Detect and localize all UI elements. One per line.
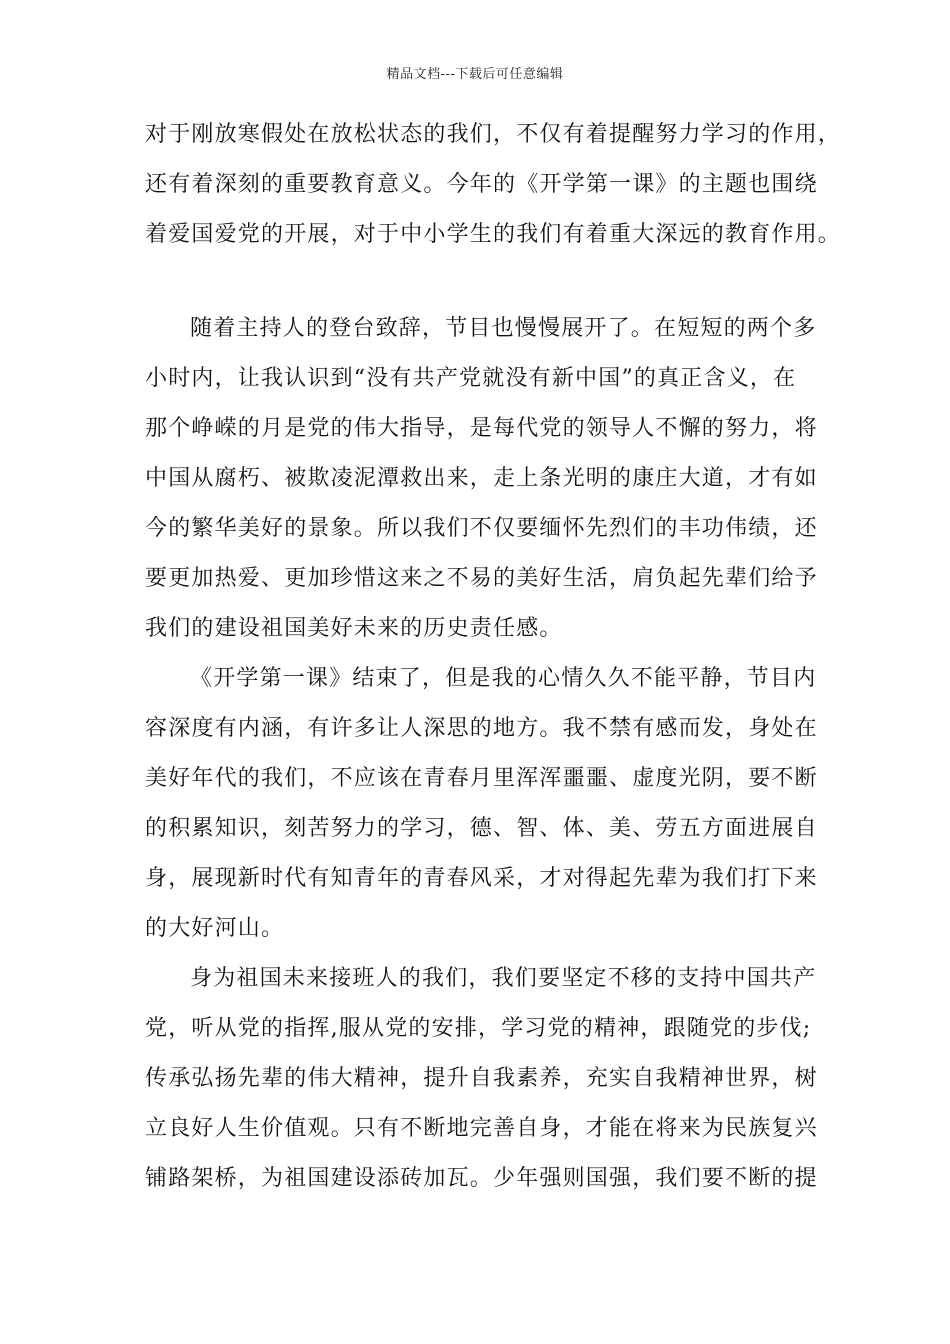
text-line: 今的繁华美好的景象。所以我们不仅要缅怀先烈们的丰功伟绩，还: [145, 516, 818, 541]
document-body: [145, 110, 842, 1204]
paragraph-1: [145, 110, 842, 260]
text-line: 《开学第一课》结束了，但是我的心情久久不能平静，节目内: [190, 666, 817, 691]
paragraph-gap: [145, 260, 825, 304]
page-header: 精品文档---下载后可任意编辑: [386, 67, 564, 82]
paragraph-4: [145, 954, 825, 1204]
text-line: 中国从腐朽、被欺凌泥潭救出来，走上条光明的康庄大道，才有如: [145, 466, 818, 491]
text-line: 对于刚放寒假处在放松状态的我们，不仅有着提醒努力学习的作用，: [145, 122, 842, 147]
text-line: 我们的建设祖国美好未来的历史责任感。: [145, 616, 563, 641]
text-line: 容深度有内涵，有许多让人深思的地方。我不禁有感而发，身处在: [145, 716, 818, 741]
text-line: 要更加热爱、更加珍惜这来之不易的美好生活，肩负起先辈们给予: [145, 566, 818, 591]
text-line: 传承弘扬先辈的伟大精神，提升自我素养，充实自我精神世界，树: [145, 1066, 818, 1091]
text-line: 身为祖国未来接班人的我们，我们要坚定不移的支持中国共产: [190, 966, 817, 991]
paragraph-3: [145, 654, 825, 954]
text-line: 党，听从党的指挥,服从党的安排，学习党的精神，跟随党的步伐;: [145, 1016, 812, 1041]
text-line: 的积累知识，刻苦努力的学习，德、智、体、美、劳五方面进展自: [145, 816, 818, 841]
paragraph-2: [145, 304, 825, 654]
text-line: 立良好人生价值观。只有不断地完善自身，才能在将来为民族复兴: [145, 1116, 818, 1141]
text-line: 小时内，让我认识到“没有共产党就没有新中国”的真正含义，在: [145, 366, 797, 391]
text-line: 那个峥嵘的月是党的伟大指导，是每代党的领导人不懈的努力，将: [145, 416, 818, 441]
text-line: 还有着深刻的重要教育意义。今年的《开学第一课》的主题也围绕: [145, 172, 818, 197]
text-line: 着爱国爱党的开展，对于中小学生的我们有着重大深远的教育作用。: [145, 222, 842, 247]
text-line: 美好年代的我们，不应该在青春月里浑浑噩噩、虚度光阴，要不断: [145, 766, 818, 791]
text-line: 铺路架桥，为祖国建设添砖加瓦。少年强则国强，我们要不断的提: [145, 1166, 818, 1191]
text-line: 身，展现新时代有知青年的青春风采，才对得起先辈为我们打下来: [145, 866, 818, 891]
text-line: 的大好河山。: [145, 916, 285, 941]
text-line: 随着主持人的登台致辞，节目也慢慢展开了。在短短的两个多: [190, 316, 817, 341]
